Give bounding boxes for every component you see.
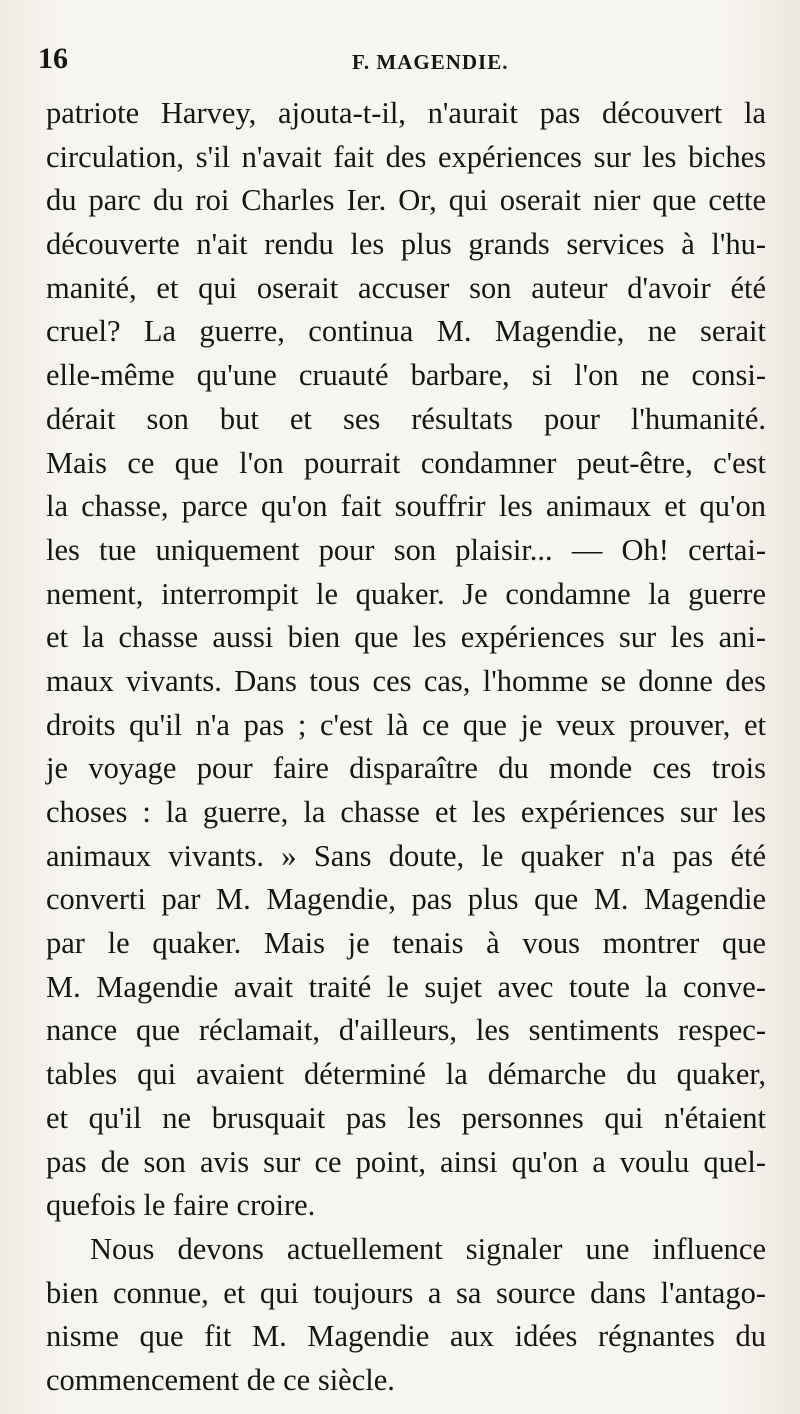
text-line: et la chasse aussi bien que les expériences sur les ani-	[46, 620, 766, 655]
text-line: et qu'il ne brusquait pas les personnes qui n'étaient	[46, 1100, 766, 1135]
text-line: la chasse, parce qu'on fait souffrir les animaux et qu'on	[46, 489, 766, 524]
text-line: bien connue, et qui toujours a sa source dans l'antago-	[46, 1275, 766, 1310]
text-line: patriote Harvey, ajouta-t-il, n'aurait pas découvert la	[46, 96, 766, 130]
text-line: tables qui avaient déterminé la démarche du quaker,	[46, 1057, 766, 1092]
text-line: elle-même qu'une cruauté barbare, si l'on ne consi-	[46, 358, 766, 393]
body-text	[46, 92, 766, 1403]
text-line: animaux vivants. » Sans doute, le quaker n'a pas été	[46, 838, 766, 873]
page-header	[38, 42, 770, 82]
text-line: nement, interrompit le quaker. Je condamne la guerre	[46, 576, 766, 611]
text-line: cruel? La guerre, continua M. Magendie, ne serait	[46, 314, 766, 349]
text-line: circulation, s'il n'avait fait des expériences sur les biches	[46, 139, 766, 174]
page-number: 16	[38, 42, 68, 75]
text-line: nance que réclamait, d'ailleurs, les sentiments respec-	[46, 1013, 766, 1048]
text-line: Mais ce que l'on pourrait condamner peut-être, c'est	[46, 445, 766, 480]
text-line: dérait son but et ses résultats pour l'humanité.	[46, 401, 766, 436]
text-line: converti par M. Magendie, pas plus que M. Magendie	[46, 882, 766, 917]
text-line: du parc du roi Charles Ier. Or, qui oserait nier que cette	[46, 183, 766, 218]
text-line: pas de son avis sur ce point, ainsi qu'on a voulu quel-	[46, 1144, 766, 1179]
text-line: découverte n'ait rendu les plus grands services à l'hu-	[46, 227, 766, 262]
text-line: je voyage pour faire disparaître du monde ces trois	[46, 751, 766, 786]
text-line: par le quaker. Mais je tenais à vous montrer que	[46, 926, 766, 961]
paragraph-end-line: commencement de ce siècle.	[46, 1362, 395, 1397]
text-line: nisme que fit M. Magendie aux idées régnantes du	[46, 1319, 766, 1354]
paragraph-end-line: quefois le faire croire.	[46, 1188, 316, 1223]
text-line: droits qu'il n'a pas ; c'est là ce que je veux prouver, et	[46, 707, 766, 742]
paragraph-start-line: Nous devons actuellement signaler une influence	[90, 1231, 766, 1266]
text-line: les tue uniquement pour son plaisir... — Oh! certai-	[46, 532, 766, 567]
text-line: choses : la guerre, la chasse et les expériences sur les	[46, 795, 766, 829]
text-line: manité, et qui oserait accuser son auteur d'avoir été	[46, 270, 766, 305]
text-line: maux vivants. Dans tous ces cas, l'homme se donne des	[46, 663, 766, 698]
text-line: M. Magendie avait traité le sujet avec toute la conve-	[46, 969, 766, 1004]
running-head: F. MAGENDIE.	[352, 50, 509, 74]
